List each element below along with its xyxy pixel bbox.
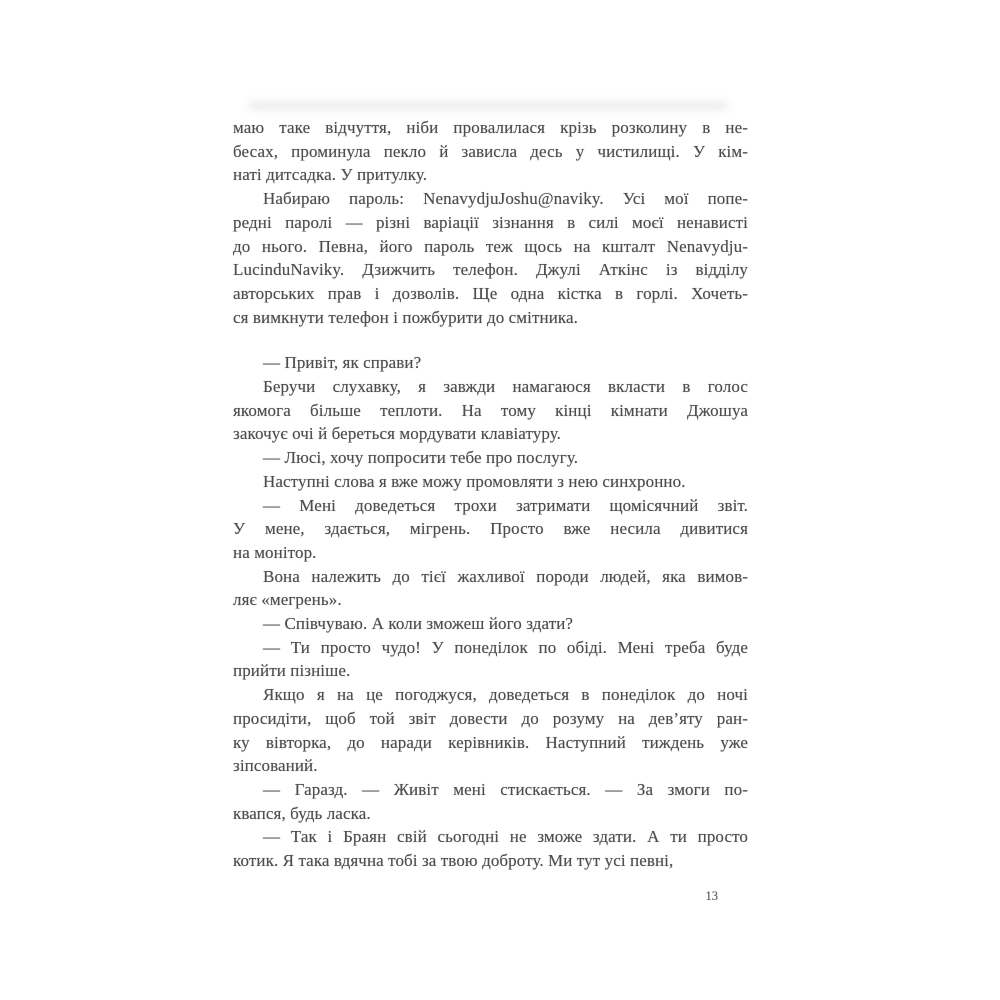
scene-break [233,329,748,351]
text-line: бесах, проминула пекло й зависла десь у чистилищі. У кім- [233,141,748,161]
text-line: — Гаразд. — Живіт мені стискається. — За змоги по- [263,779,748,799]
paragraph [233,612,748,636]
paragraph [233,470,748,494]
text-line: просидіти, щоб той звіт довести до розуму на дев’яту ран- [233,708,748,728]
text-line: якомога більше теплоти. На тому кінці кімнати Джошуа [233,400,748,420]
paragraph [233,116,748,187]
text-line: ку вівторка, до наради керівників. Наступний тиждень уже [233,732,748,752]
text-line: У мене, здається, мігрень. Просто вже несила дивитися [233,519,748,539]
paragraph [233,778,748,825]
text-line: на монітор. [233,542,317,562]
text-line: — Люсі, хочу попросити тебе про послугу. [263,448,579,468]
scan-artifact [248,101,728,110]
text-line: зіпсований. [233,756,318,776]
text-line: Вона належить до тієї жахливої породи людей, яка вимов- [263,566,748,586]
text-line: редні паролі — різні варіації зізнання в силі моєї ненависті [233,212,748,232]
text-line: Наступні слова я вже можу промовляти з нею синхронно. [263,471,686,491]
text-line: котик. Я така вдячна тобі за твою доброту. Ми тут усі певні, [233,851,674,871]
paragraph [233,187,748,329]
text-line: — Співчуваю. А коли зможеш його здати? [263,614,574,634]
paragraph [233,446,748,470]
paragraph [233,351,748,375]
paragraph [233,375,748,446]
text-line: закочує очі й береться мордувати клавіатуру. [233,424,561,444]
text-line: наті дитсадка. У притулку. [233,165,428,185]
text-line: квапся, будь ласка. [233,803,371,823]
paragraph [233,683,748,778]
page-number: 13 [705,889,718,903]
paragraph [233,494,748,565]
text-line: маю таке відчуття, ніби провалилася крізь розколину в не- [233,118,748,137]
text-line: до нього. Певна, його пароль теж щось на кшталт Nenavydju- [233,236,748,256]
text-block [233,116,748,873]
text-line: — Мені доведеться трохи затримати щомісячний звіт. [263,495,748,515]
paragraph [233,565,748,612]
paragraph [233,825,748,872]
text-line: ся вимкнути телефон і пожбурити до смітника. [233,307,578,327]
text-line: прийти пізніше. [233,661,351,681]
text-line: — Ти просто чудо! У понеділок по обіді. Мені треба буде [263,637,748,657]
text-line: Набираю пароль: NenavydjuJoshu@naviky. Усі мої попе- [263,189,748,209]
paragraph [233,636,748,683]
text-line: Беручи слухавку, я завжди намагаюся вкласти в голос [263,377,748,397]
text-line: Якщо я на це погоджуся, доведеться в понеділок до ночі [263,685,748,705]
text-line: — Так і Браян свій сьогодні не зможе здати. А ти просто [263,827,748,847]
text-line: — Привіт, як справи? [263,353,422,373]
text-line: авторських прав і дозволів. Ще одна кістка в горлі. Хочеть- [233,283,748,303]
text-line: LucinduNaviky. Дзижчить телефон. Джулі Аткінс із відділу [233,260,748,280]
text-line: ляє «мегрень». [233,590,342,610]
